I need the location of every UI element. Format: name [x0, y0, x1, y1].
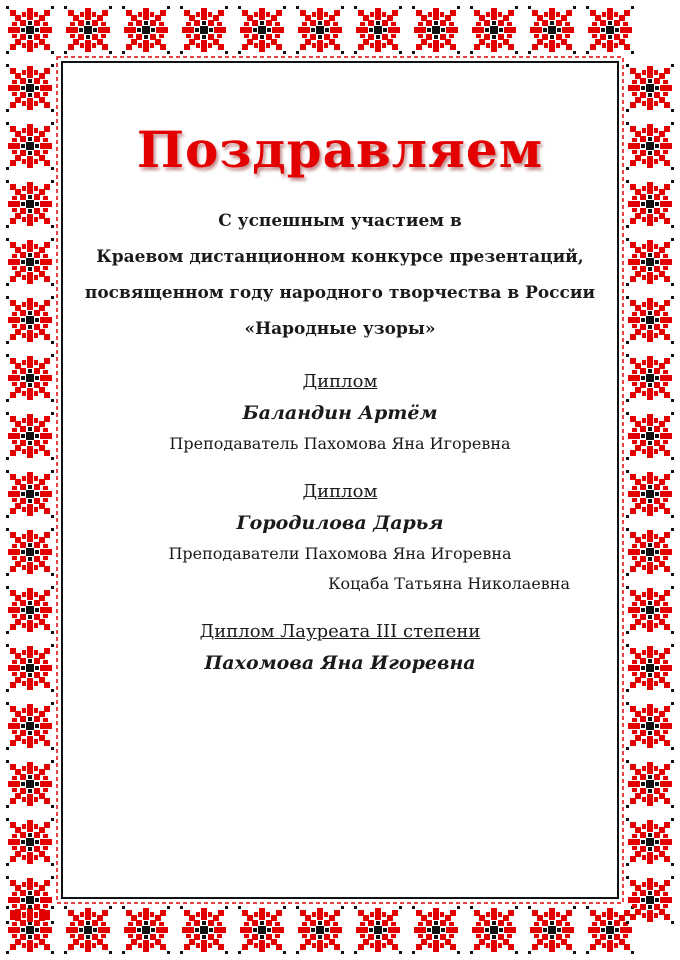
ornament-star-icon [626, 238, 674, 286]
ornament-star-icon [6, 238, 54, 286]
ornament-star-icon [626, 876, 674, 924]
intro-line: С успешным участием в [218, 211, 462, 231]
ornament-star-icon [586, 906, 634, 954]
ornament-star-icon [626, 528, 674, 576]
ornament-star-icon [6, 876, 54, 924]
award-block [80, 477, 600, 599]
awardee-name: Городилова Дарья [236, 512, 444, 534]
ornament-star-icon [626, 296, 674, 344]
award-title: Диплом [302, 371, 378, 392]
ornament-star-icon [626, 760, 674, 808]
teacher-line-second: Коцаба Татьяна Николаевна [328, 574, 570, 593]
ornament-star-icon [470, 6, 518, 54]
ornament-star-icon [6, 586, 54, 634]
ornament-star-icon [412, 906, 460, 954]
ornament-star-icon [296, 906, 344, 954]
ornament-star-icon [6, 470, 54, 518]
intro-line: «Народные узоры» [244, 319, 436, 339]
ornament-star-icon [528, 906, 576, 954]
awardee-name: Баландин Артём [242, 402, 438, 424]
awardee-name: Пахомова Яна Игоревна [204, 652, 476, 674]
ornament-star-icon [180, 906, 228, 954]
ornament-star-icon [626, 644, 674, 692]
ornament-star-icon [6, 64, 54, 112]
ornament-star-icon [586, 6, 634, 54]
ornament-star-icon [626, 412, 674, 460]
ornament-star-icon [6, 760, 54, 808]
ornament-star-icon [626, 586, 674, 634]
certificate-content [80, 110, 600, 697]
ornament-star-icon [122, 906, 170, 954]
ornament-star-icon [64, 906, 112, 954]
ornament-star-icon [6, 412, 54, 460]
ornament-star-icon [626, 122, 674, 170]
ornament-star-icon [296, 6, 344, 54]
ornament-star-icon [354, 906, 402, 954]
intro-line: посвященном году народного творчества в России [84, 283, 596, 303]
ornament-star-icon [626, 818, 674, 866]
ornament-star-icon [64, 6, 112, 54]
ornament-star-icon [122, 6, 170, 54]
award-block [80, 367, 600, 459]
intro-line: Краевом дистанционном конкурсе презентаций, [96, 247, 584, 267]
ornament-star-icon [6, 702, 54, 750]
ornament-star-icon [6, 528, 54, 576]
ornament-star-icon [470, 906, 518, 954]
award-title: Диплом Лауреата III степени [199, 621, 481, 642]
ornament-star-icon [626, 64, 674, 112]
teacher-line: Преподаватели Пахомова Яна Игоревна [168, 544, 512, 563]
ornament-star-icon [6, 354, 54, 402]
ornament-star-icon [6, 6, 54, 54]
ornament-star-icon [180, 6, 228, 54]
ornament-star-icon [238, 6, 286, 54]
award-title: Диплом [302, 481, 378, 502]
teacher-line: Преподаватель Пахомова Яна Игоревна [169, 434, 511, 453]
ornament-star-icon [626, 702, 674, 750]
ornament-star-icon [6, 180, 54, 228]
ornament-star-icon [626, 354, 674, 402]
ornament-star-icon [6, 818, 54, 866]
ornament-star-icon [6, 122, 54, 170]
ornament-star-icon [626, 180, 674, 228]
ornament-star-icon [528, 6, 576, 54]
intro-text [80, 203, 600, 347]
ornament-star-icon [238, 906, 286, 954]
award-block [80, 617, 600, 679]
page-title: Поздравляем [136, 120, 544, 179]
ornament-star-icon [354, 6, 402, 54]
ornament-star-icon [6, 644, 54, 692]
ornament-star-icon [412, 6, 460, 54]
ornament-star-icon [626, 470, 674, 518]
ornament-star-icon [6, 296, 54, 344]
